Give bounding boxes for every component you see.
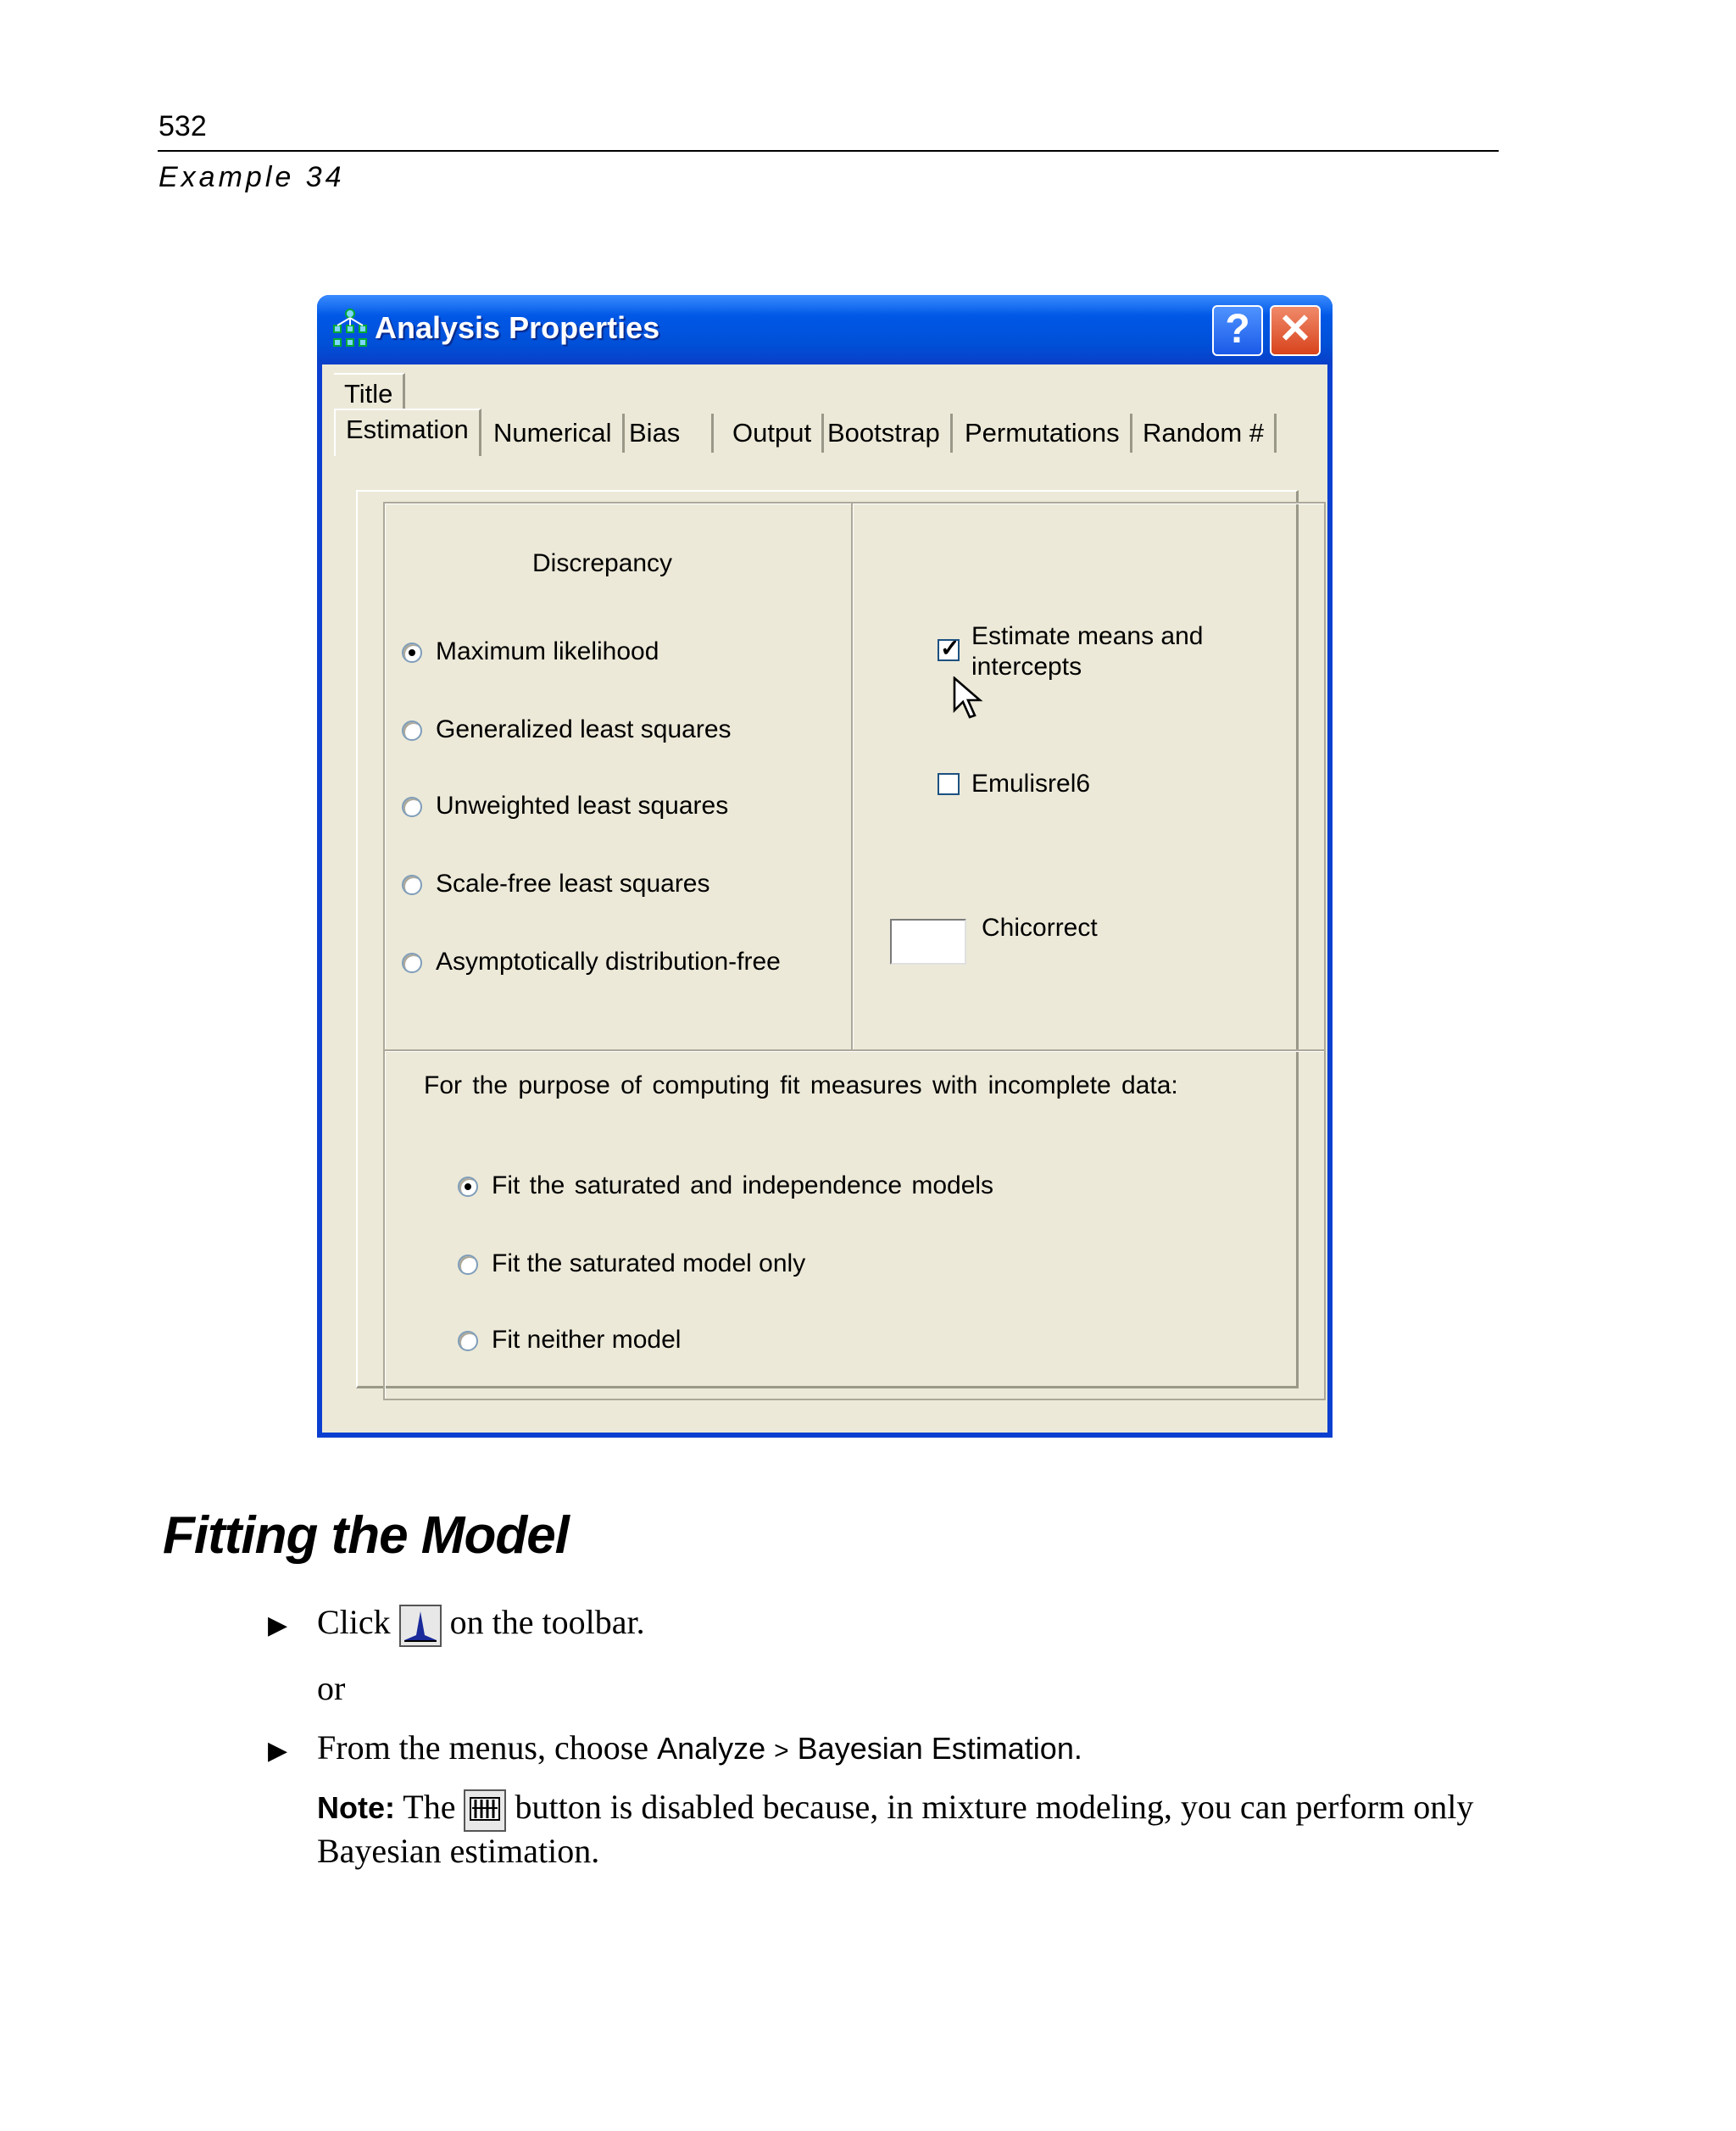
estimate-means-label-line1[interactable]: Estimate means and (971, 622, 1204, 650)
title-bar[interactable] (317, 295, 1333, 364)
tab-output[interactable]: Output (722, 414, 824, 453)
radio-label[interactable]: Fit the saturated and independence models (492, 1171, 994, 1199)
close-button[interactable]: ✕ (1270, 305, 1321, 356)
discrepancy-heading: Discrepancy (532, 549, 673, 577)
tab-random[interactable]: Random # (1132, 414, 1277, 453)
checkmark-icon: ✓ (940, 635, 960, 661)
radio-label[interactable]: Unweighted least squares (436, 792, 729, 820)
step-2-pre: From the menus, choose (317, 1728, 649, 1767)
radio-fit-saturated-and-independence[interactable] (458, 1177, 478, 1197)
radio-fit-neither[interactable] (458, 1331, 478, 1351)
header-rule (158, 150, 1499, 152)
radio-label[interactable]: Asymptotically distribution-free (436, 948, 781, 976)
estimate-toolbar-icon (399, 1605, 442, 1647)
tab-numerical[interactable]: Numerical (483, 414, 625, 453)
tab-permutations[interactable]: Permutations (954, 414, 1132, 453)
note-line-1 (317, 1787, 1473, 1832)
radio-asymptotically-distribution-free[interactable] (402, 953, 422, 973)
step-1-post: on the toolbar. (449, 1603, 645, 1641)
radio-label[interactable]: Fit the saturated model only (492, 1249, 806, 1277)
incomplete-data-group (383, 1051, 1326, 1400)
note-pre: The (403, 1788, 456, 1826)
help-button[interactable]: ? (1212, 305, 1263, 356)
emulisrel6-label[interactable]: Emulisrel6 (971, 770, 1091, 798)
menu-bayesian-estimation: Bayesian Estimation. (797, 1731, 1082, 1766)
or-text: or (317, 1669, 346, 1707)
step-2 (317, 1728, 1082, 1767)
tab-title[interactable]: Title (334, 373, 405, 412)
estimate-means-checkbox[interactable] (938, 635, 960, 661)
radio-label[interactable]: Scale-free least squares (436, 870, 710, 898)
step-1 (317, 1602, 645, 1647)
radio-fit-saturated-only[interactable] (458, 1255, 478, 1275)
radio-generalized-least-squares[interactable] (402, 721, 422, 741)
calculate-estimates-toolbar-icon (464, 1789, 506, 1832)
options-group (853, 502, 1326, 1051)
dialog-title: Analysis Properties (375, 310, 660, 345)
app-icon (329, 307, 371, 349)
radio-label[interactable]: Maximum likelihood (436, 637, 659, 665)
tab-bootstrap[interactable]: Bootstrap (817, 414, 953, 453)
bullet-arrow-icon: ▶ (268, 1737, 288, 1765)
note-line-2: Bayesian estimation. (317, 1832, 600, 1870)
estimate-means-label-line2[interactable]: intercepts (971, 653, 1082, 681)
tab-bias[interactable]: Bias (619, 414, 714, 453)
analysis-properties-dialog (317, 295, 1333, 1438)
tab-estimation[interactable]: Estimation (334, 409, 481, 456)
page-number: 532 (159, 110, 207, 142)
estimation-panel (356, 490, 1299, 1388)
emulisrel6-checkbox[interactable] (938, 773, 960, 795)
section-heading: Fitting the Model (163, 1506, 569, 1565)
note-line-1-post: button is disabled because, in mixture modeling, you can perform only (515, 1788, 1474, 1826)
chicorrect-input[interactable] (890, 919, 966, 965)
menu-analyze: Analyze (657, 1731, 766, 1766)
incomplete-data-text: For the purpose of computing fit measures with incomplete data: (424, 1071, 1178, 1099)
discrepancy-group (383, 502, 853, 1051)
radio-scale-free-least-squares[interactable] (402, 875, 422, 895)
step-1-pre: Click (317, 1603, 391, 1641)
note-label: Note: (317, 1790, 395, 1825)
mouse-cursor-icon (953, 676, 983, 721)
radio-unweighted-least-squares[interactable] (402, 797, 422, 817)
radio-label[interactable]: Generalized least squares (436, 715, 732, 743)
running-head: Example 34 (159, 161, 345, 193)
radio-maximum-likelihood[interactable] (402, 643, 422, 663)
menu-separator: > (774, 1737, 789, 1765)
chicorrect-label: Chicorrect (982, 914, 1098, 942)
bullet-arrow-icon: ▶ (268, 1611, 288, 1639)
radio-label[interactable]: Fit neither model (492, 1326, 682, 1354)
